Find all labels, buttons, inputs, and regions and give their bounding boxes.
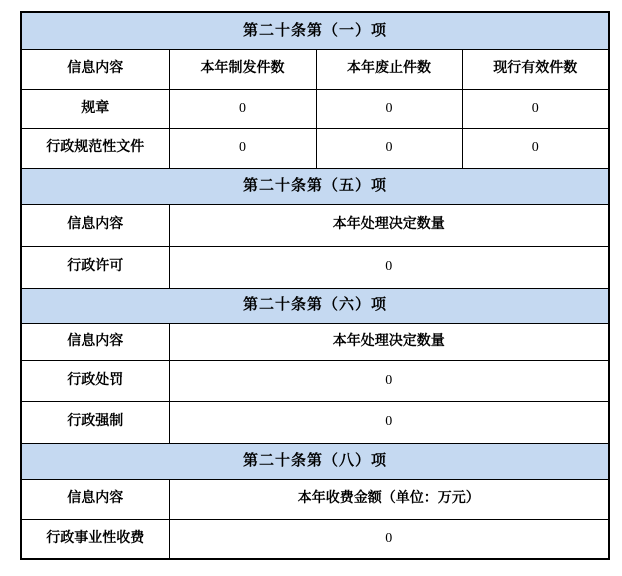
section-4-title: 第二十条第（八）项: [21, 443, 609, 479]
section-1-header-row: [21, 12, 609, 49]
value-cell: 0: [462, 89, 609, 128]
section-2-column-header-row: [21, 204, 609, 246]
value-cell: 0: [462, 128, 609, 168]
value-cell: 0: [169, 401, 609, 443]
section-1-col-header-info: 信息内容: [21, 49, 169, 89]
table-row: [21, 519, 609, 559]
section-4-header-row: [21, 443, 609, 479]
section-4-col-header-fees: 本年收费金额（单位：万元）: [169, 479, 609, 519]
row-label-administrative-penalty: 行政处罚: [21, 360, 169, 401]
disclosure-report-table: [20, 11, 610, 560]
section-1-title: 第二十条第（一）项: [21, 12, 609, 49]
section-3-title: 第二十条第（六）项: [21, 288, 609, 323]
value-cell: 0: [316, 128, 462, 168]
value-cell: 0: [169, 360, 609, 401]
section-2-header-row: [21, 168, 609, 204]
section-4-col-header-info: 信息内容: [21, 479, 169, 519]
value-cell: 0: [169, 128, 316, 168]
section-1-col-header-issued: 本年制发件数: [169, 49, 316, 89]
table-row: [21, 360, 609, 401]
row-label-normative-documents: 行政规范性文件: [21, 128, 169, 168]
table-row: [21, 89, 609, 128]
section-3-header-row: [21, 288, 609, 323]
table-row: [21, 128, 609, 168]
section-2-col-header-info: 信息内容: [21, 204, 169, 246]
section-4-column-header-row: [21, 479, 609, 519]
value-cell: 0: [169, 519, 609, 559]
value-cell: 0: [316, 89, 462, 128]
row-label-administrative-license: 行政许可: [21, 246, 169, 288]
section-1-column-header-row: [21, 49, 609, 89]
section-3-col-header-info: 信息内容: [21, 323, 169, 360]
section-2-col-header-decisions: 本年处理决定数量: [169, 204, 609, 246]
table-row: [21, 401, 609, 443]
row-label-rules: 规章: [21, 89, 169, 128]
row-label-administrative-coercion: 行政强制: [21, 401, 169, 443]
value-cell: 0: [169, 246, 609, 288]
section-1-col-header-effective: 现行有效件数: [462, 49, 609, 89]
section-3-col-header-decisions: 本年处理决定数量: [169, 323, 609, 360]
table-row: [21, 246, 609, 288]
value-cell: 0: [169, 89, 316, 128]
row-label-administrative-fees: 行政事业性收费: [21, 519, 169, 559]
section-3-column-header-row: [21, 323, 609, 360]
section-1-col-header-repealed: 本年废止件数: [316, 49, 462, 89]
section-2-title: 第二十条第（五）项: [21, 168, 609, 204]
